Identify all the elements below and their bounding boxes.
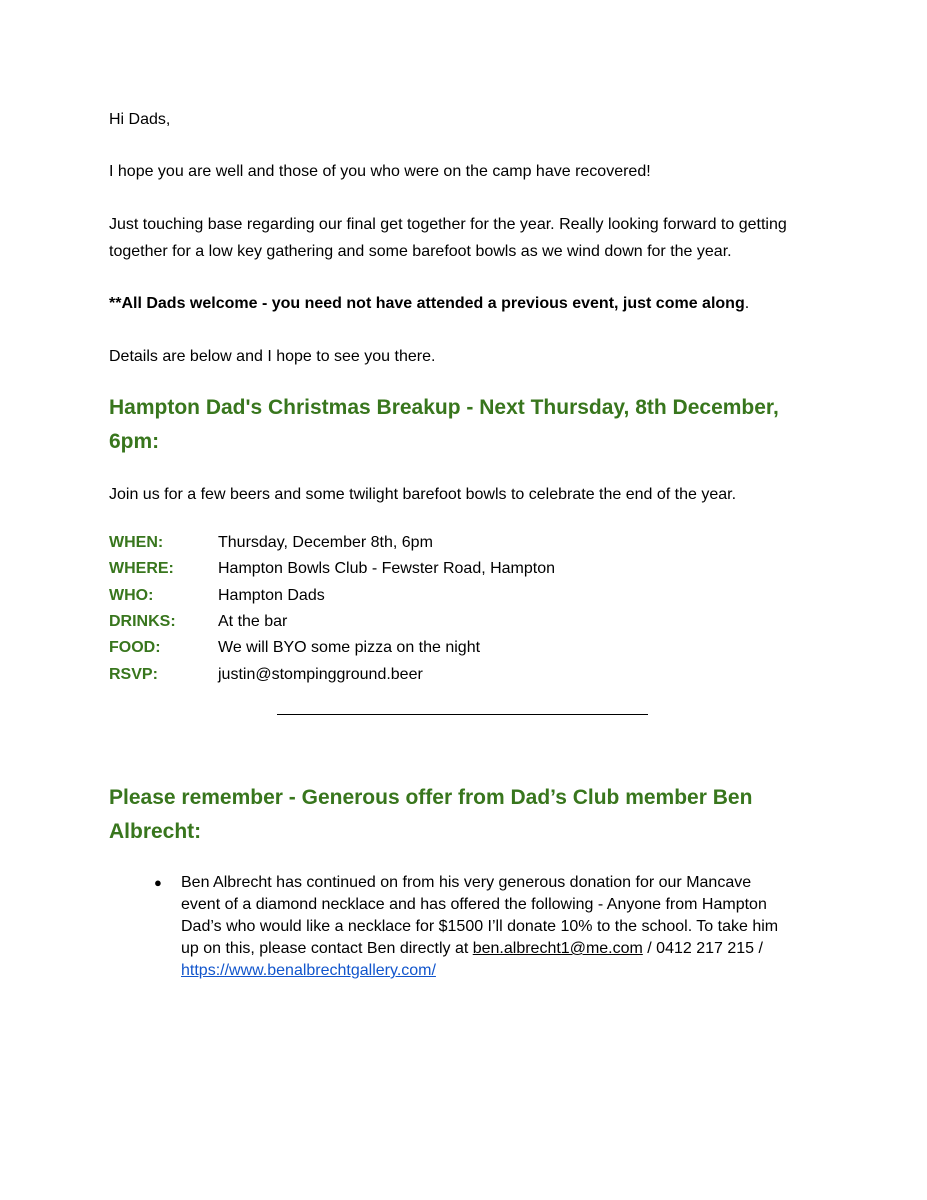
offer-heading-line2: Albrecht: [109,820,202,843]
offer-bullet-text [181,872,811,982]
detail-row-who [109,583,809,609]
detail-value rsvp-email: justin@stompingground.beer [218,665,423,683]
detail-label: WHO: [109,586,154,604]
bullet-icon: ● [154,875,162,890]
detail-label: FOOD: [109,639,161,657]
detail-row-where [109,556,809,582]
paragraph-recovery: I hope you are well and those of you who were on the camp have recovered! [109,163,651,180]
detail-label: RSVP: [109,665,158,683]
detail-value: We will BYO some pizza on the night [218,639,481,657]
offer-line4-sep: / 0412 217 215 / [642,940,763,957]
paragraph-get-together [109,211,829,265]
event-heading-line1: Hampton Dad's Christmas Breakup - Next Thursday, 8th December, [109,396,779,419]
offer-heading [109,781,809,849]
detail-value: Hampton Bowls Club - Fewster Road, Hampton [218,560,556,578]
paragraph-all-welcome [109,290,829,317]
offer-heading-line1: Please remember - Generous offer from Dad’s Club member Ben [109,786,753,809]
detail-row-food [109,635,809,661]
detail-row-rsvp [109,661,809,687]
event-heading [109,391,809,459]
detail-row-when [109,530,809,556]
email-link[interactable]: ben.albrecht1@me.com [472,940,643,957]
website-link[interactable]: https://www.benalbrechtgallery.com/ [181,962,436,979]
offer-line1: Ben Albrecht has continued on from his very generous donation for our Mancave [181,874,752,891]
all-welcome-end: . [744,295,750,312]
detail-value: Thursday, December 8th, 6pm [218,534,433,552]
detail-row-drinks [109,609,809,635]
paragraph-get-together-line1: Just touching base regarding our final get together for the year. Really looking forward to getting [109,216,787,233]
event-intro: Join us for a few beers and some twilight barefoot bowls to celebrate the end of the year. [109,486,737,503]
all-welcome-bold: **All Dads welcome - you need not have attended a previous event, just come along [109,295,745,312]
detail-label: DRINKS: [109,613,176,631]
event-details [109,530,809,688]
offer-line3: Dad’s who would like a necklace for $1500 I’ll donate 10% to the school. To take him [181,918,779,935]
detail-value: At the bar [218,613,288,631]
offer-line4-pre: up on this, please contact Ben directly at [181,940,473,957]
detail-value: Hampton Dads [218,586,325,604]
detail-label: WHEN: [109,534,164,552]
paragraph-details-below: Details are below and I hope to see you there. [109,348,436,365]
greeting: Hi Dads, [109,111,171,128]
offer-line2: event of a diamond necklace and has offered the following - Anyone from Hampton [181,896,767,913]
horizontal-divider [277,713,648,715]
detail-label: WHERE: [109,560,174,578]
paragraph-get-together-line2: together for a low key gathering and some barefoot bowls as we wind down for the year. [109,243,732,260]
event-heading-line2: 6pm: [109,430,160,453]
